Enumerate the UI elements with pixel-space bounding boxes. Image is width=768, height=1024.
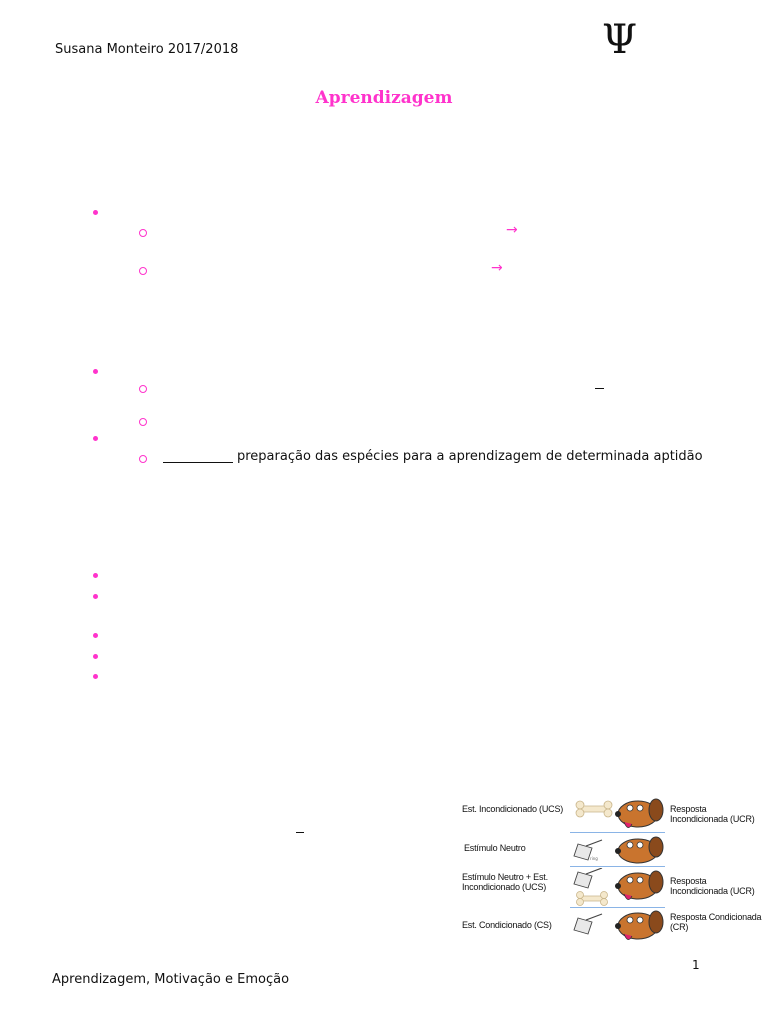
sub-bullet xyxy=(139,267,147,275)
bullet-point xyxy=(93,674,98,679)
sub-bullet xyxy=(139,229,147,237)
conditioning-diagram xyxy=(460,796,760,946)
footer-text: Aprendizagem, Motivação e Emoção xyxy=(52,972,290,987)
diagram-row-4-left: Est. Condicionado (CS) xyxy=(462,920,552,930)
bell-and-bone-icon xyxy=(570,868,614,908)
arrow-right-icon: → xyxy=(491,260,503,276)
bullet-point xyxy=(93,573,98,578)
svg-text:ring: ring xyxy=(590,856,598,861)
sub-bullet xyxy=(139,385,147,393)
dash-mark xyxy=(296,832,304,833)
diagram-separator xyxy=(570,866,665,867)
diagram-row-1-right: Resposta Incondicionada (UCR) xyxy=(670,804,755,825)
sub-bullet xyxy=(139,418,147,426)
page-number: 1 xyxy=(692,958,700,972)
salivating-dog-icon xyxy=(610,868,664,906)
diagram-row-2-left: Estímulo Neutro xyxy=(464,843,526,853)
bullet-point xyxy=(93,654,98,659)
arrow-right-icon: → xyxy=(506,222,518,238)
bullet-point xyxy=(93,210,98,215)
salivating-dog-icon xyxy=(610,796,664,834)
psi-logo: Ψ xyxy=(602,17,638,63)
fill-in-blank xyxy=(163,450,233,463)
diagram-row-3-right: Resposta Incondicionada (UCR) xyxy=(670,876,755,897)
page-title: Aprendizagem xyxy=(315,88,453,108)
bell-icon xyxy=(572,912,610,938)
dash-mark xyxy=(595,388,604,389)
dog-icon xyxy=(610,834,664,866)
diagram-row-1-left: Est. Incondicionado (UCS) xyxy=(462,804,564,814)
bone-icon xyxy=(574,798,614,820)
diagram-row-4-right: Resposta Condicionada (CR) xyxy=(670,912,762,933)
bullet-point xyxy=(93,594,98,599)
diagram-separator xyxy=(570,832,665,833)
bullet-point xyxy=(93,369,98,374)
bullet-point xyxy=(93,633,98,638)
sub-item-text: preparação das espécies para a aprendizagem de determinada aptidão xyxy=(237,449,703,464)
salivating-dog-icon xyxy=(610,908,664,946)
diagram-row-3-left: Estímulo Neutro + Est. Incondicionado (UCS) xyxy=(462,872,548,893)
header-author: Susana Monteiro 2017/2018 xyxy=(55,42,239,57)
bullet-point xyxy=(93,436,98,441)
bell-icon xyxy=(572,838,610,864)
sub-bullet xyxy=(139,455,147,463)
